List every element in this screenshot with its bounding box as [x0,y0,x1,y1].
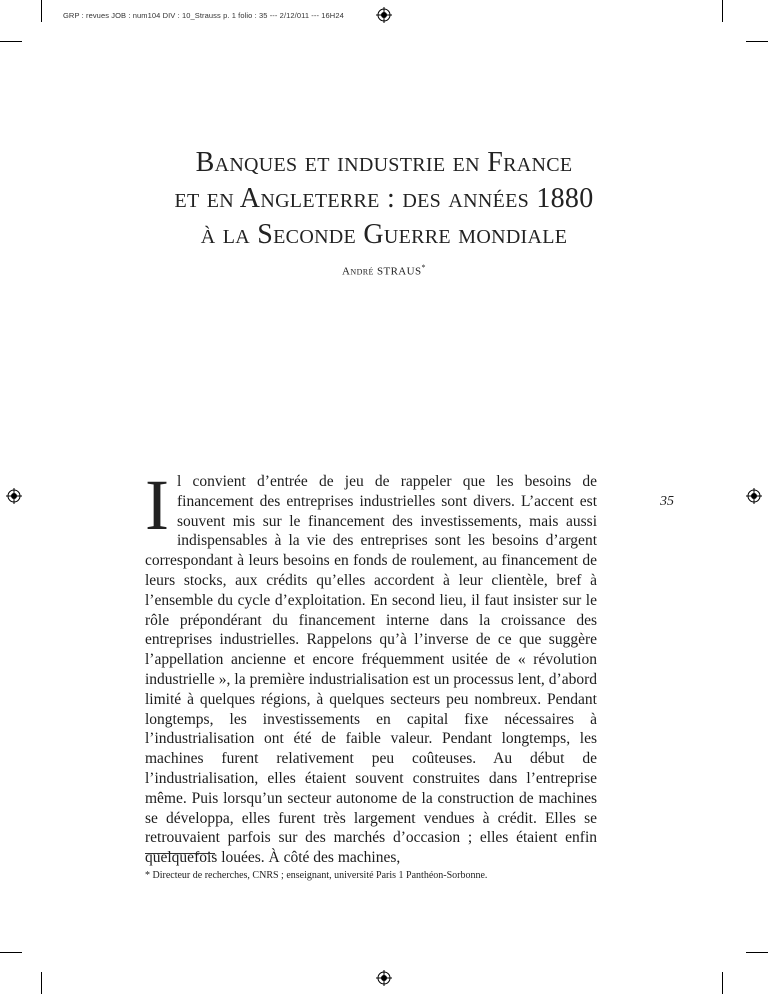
title-line: Banques et industrie en France [195,147,573,178]
crop-mark-bottom-right-v [722,972,723,994]
crop-mark-top-right-h [746,41,768,42]
drop-cap: I [145,465,169,545]
crop-mark-bottom-left-h [0,952,22,953]
title-line: à la Seconde Guerre mondiale [200,219,568,250]
crop-mark-bottom-left-v [41,972,42,994]
page-number: 35 [660,494,674,509]
body-paragraph: l convient d’entrée de jeu de rappeler que les besoins de financement des entreprises industrielles sont divers. L’accent est souvent mis sur le financement des investissements, mais aussi indispensables à la vie des entreprises sont les besoins d’argent correspondant à leurs besoins en fonds de roulement, au financement de leurs stocks, aux crédits qu’elles accordent à leur clientèle, bref à l’ensemble du cycle d’exploitation. En second lieu, il faut insister sur le rôle prépondérant du financement interne dans la croissance des entreprises industrielles. Rappelons qu’à l’inverse de ce que suggère l’appellation ancienne et encore fréquemment usitée de « révolution industrielle », la première industrialisation est un processus lent, d’abord limité à quelques régions, à quelques secteurs peu nombreux. Pendant longtemps, les investissements en capital fixe nécessaires à l’industrialisation ont été de faible valeur. Pendant longtemps, les machines furent relativement peu coûteuses. Au début de l’industrialisation, elles étaient souvent construites dans l’entreprise même. Puis lorsqu’un secteur autonome de la construction de machines se développa, elles furent très largement vendues à crédit. Elles se retrouvaient parfois sur des marchés d’occasion ; elles étaient enfin quelquefois louées. À côté des machines, [145,473,597,867]
article-title [0,145,768,253]
author-first-name: André [342,265,374,278]
registration-mark-icon [6,488,22,504]
footnote-marker: * [421,263,426,272]
author-byline [0,263,768,278]
body-text [145,465,597,868]
registration-mark-icon [746,488,762,504]
registration-mark-icon [376,970,392,986]
crop-mark-bottom-right-h [746,952,768,953]
footnote-rule [145,853,215,854]
print-slug: GRP : revues JOB : num104 DIV : 10_Strauss p. 1 folio : 35 --- 2/12/011 --- 16H24 [63,11,344,20]
author-last-name: STRAUS [376,265,422,278]
title-line: et en Angleterre : des années 1880 [174,183,594,214]
crop-mark-top-left-h [0,41,22,42]
crop-mark-top-left-v [41,0,42,22]
crop-mark-top-right-v [722,0,723,22]
footnote: * Directeur de recherches, CNRS ; enseignant, université Paris 1 Panthéon-Sorbonne. [145,870,488,881]
registration-mark-icon [376,7,392,23]
